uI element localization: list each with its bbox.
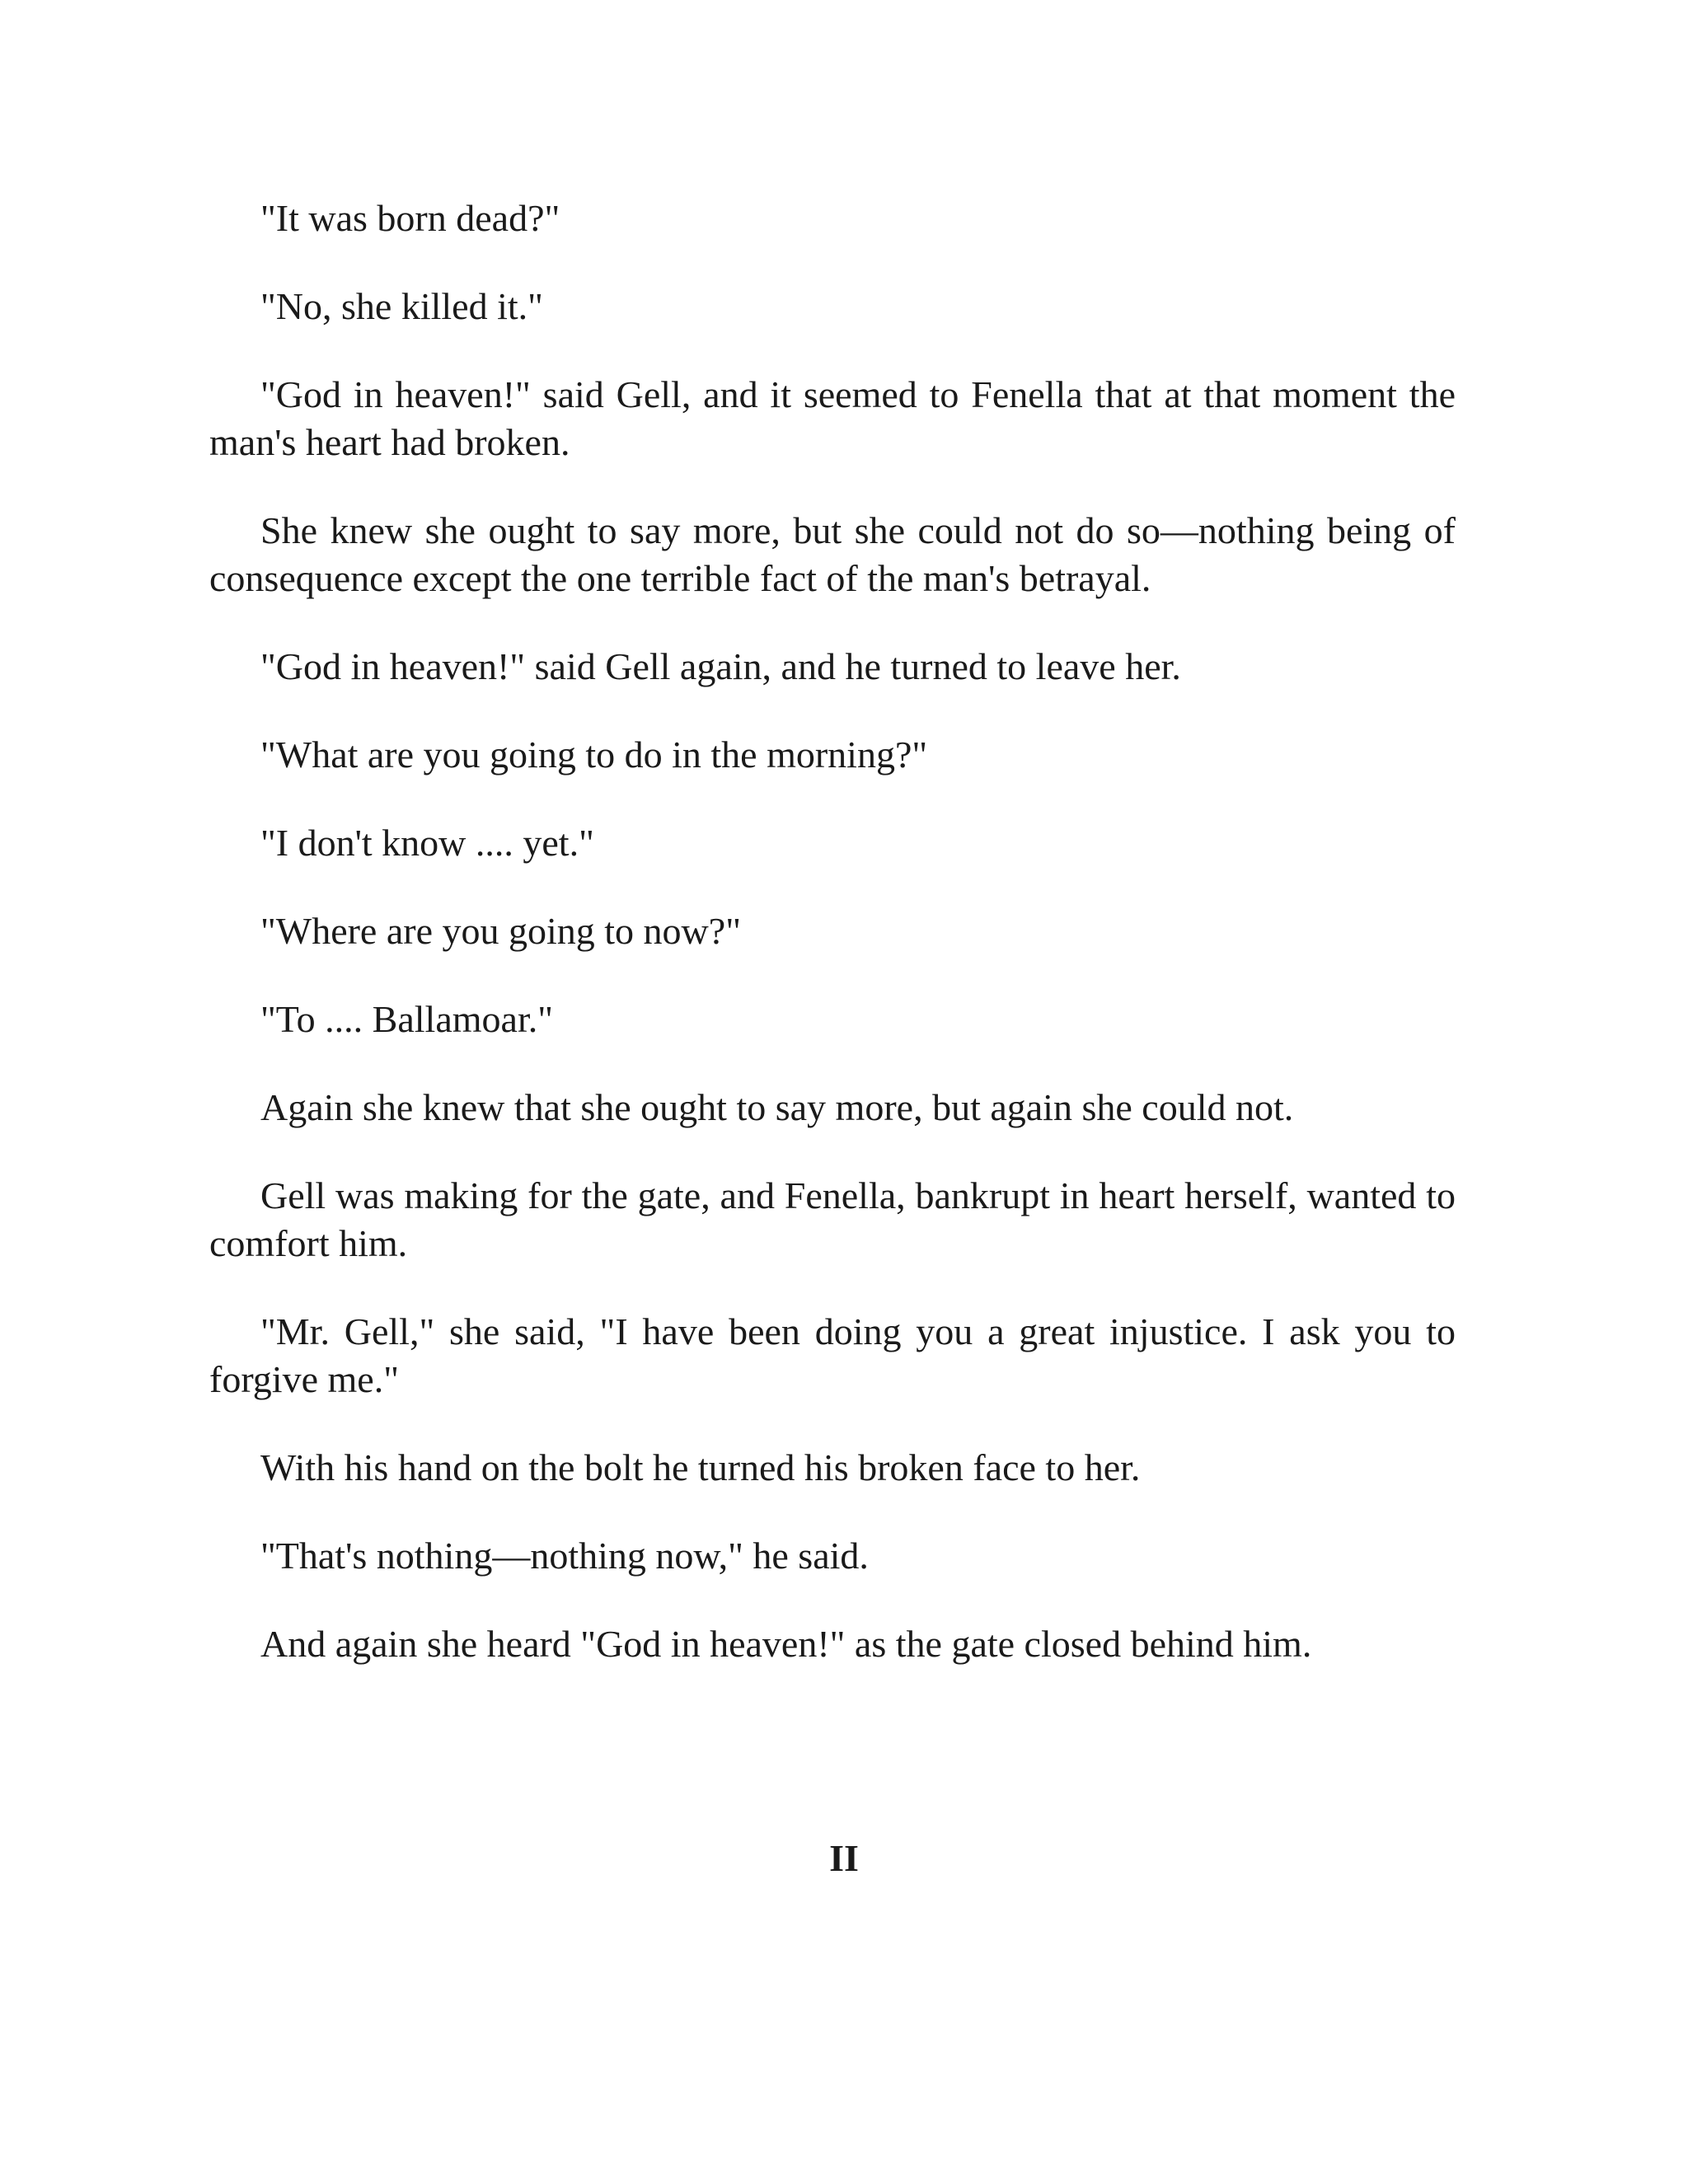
paragraph: "God in heaven!" said Gell, and it seemed to Fenella that at that moment the man's heart had broken. [209,373,1456,463]
paragraph: Again she knew that she ought to say more, but again she could not. [260,1086,1294,1128]
paragraph: "I don't know .... yet." [260,822,594,864]
paragraph: "Where are you going to now?" [260,910,741,952]
paragraph: With his hand on the bolt he turned his broken face to her. [260,1446,1141,1488]
paragraph: Gell was making for the gate, and Fenella, bankrupt in heart herself, wanted to comfort him. [209,1174,1456,1264]
paragraph: "To .... Ballamoar." [260,998,553,1040]
section-heading: II [829,1837,859,1879]
paragraph: She knew she ought to say more, but she could not do so—nothing being of consequence except the one terrible fact of the man's betrayal. [209,509,1456,599]
paragraph: And again she heard "God in heaven!" as the gate closed behind him. [260,1623,1312,1665]
paragraph: "Mr. Gell," she said, "I have been doing you a great injustice. I ask you to forgive me." [209,1310,1456,1400]
paragraph: "What are you going to do in the morning?" [260,733,928,776]
page-body [209,194,1456,1708]
paragraph: "That's nothing—nothing now," he said. [260,1535,869,1577]
paragraph: "It was born dead?" [260,197,560,239]
paragraph: "God in heaven!" said Gell again, and he turned to leave her. [260,645,1181,687]
paragraph: "No, she killed it." [260,285,543,327]
